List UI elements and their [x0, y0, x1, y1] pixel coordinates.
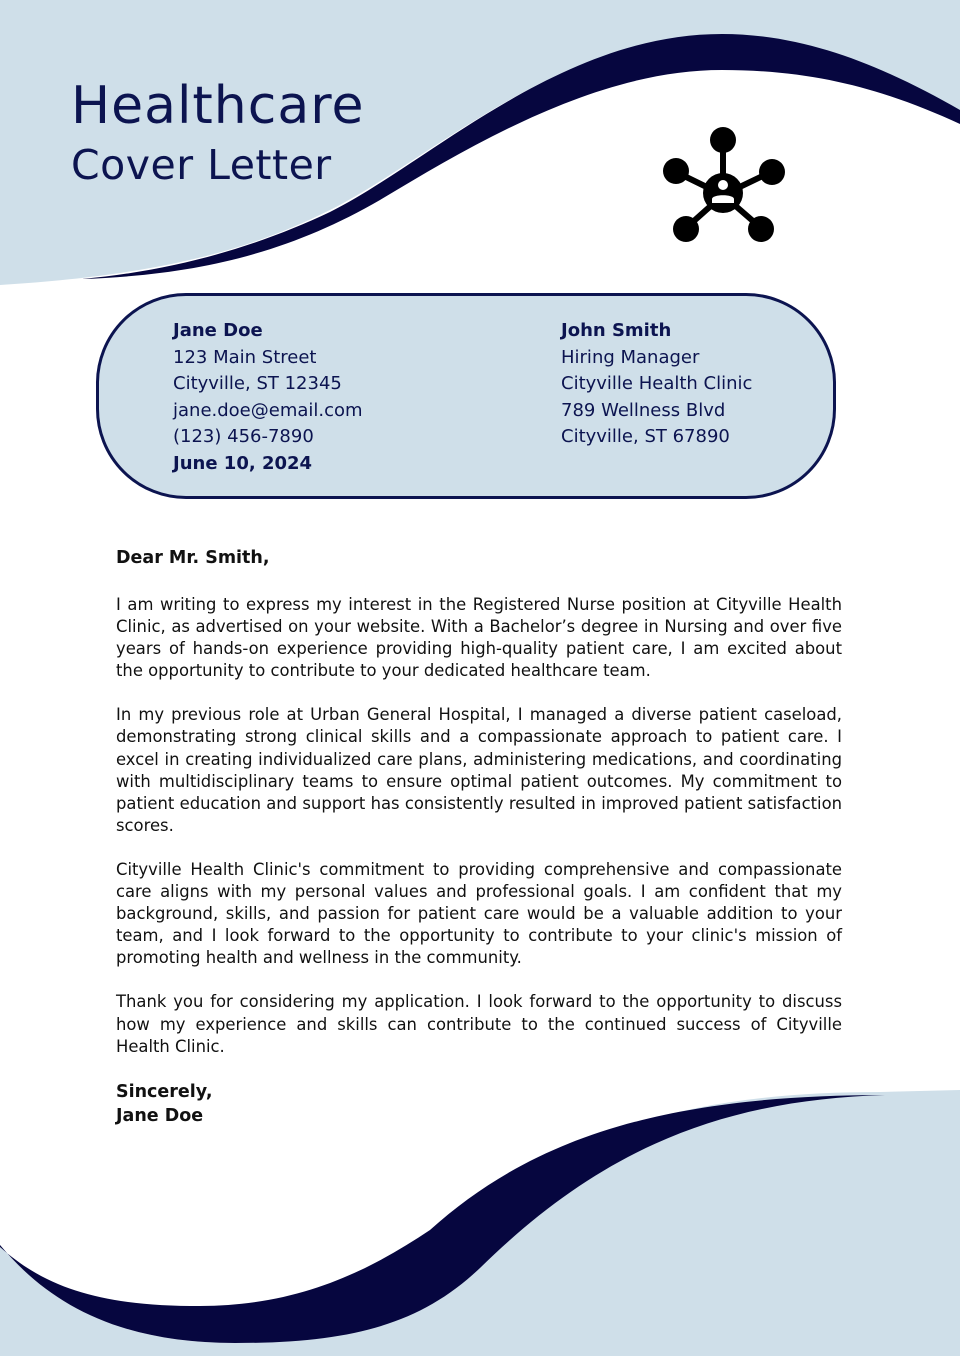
- paragraph-experience: In my previous role at Urban General Hospital, I managed a diverse patient caseload, demonstrating strong clinical skills and a compassionate approach to patient care. I excel in creating individualized care plans, administering medications, and coordinating with multidisciplinary teams to ensure optimal patient outcomes. My commitment to patient education and support has consistently resulted in improved patient satisfaction scores.: [116, 705, 842, 835]
- contact-info-box: [96, 293, 836, 499]
- document-title: [71, 74, 364, 190]
- network-person-icon: [655, 122, 795, 247]
- title-healthcare: Healthcare: [71, 76, 365, 136]
- recipient-info: [561, 318, 752, 451]
- sign-off: [116, 1080, 842, 1128]
- title-cover-letter: Cover Letter: [71, 141, 332, 189]
- signature-name: Jane Doe: [116, 1105, 204, 1126]
- sender-phone: (123) 456-7890: [173, 426, 314, 448]
- sender-info: [173, 318, 363, 478]
- letter-date: June 10, 2024: [173, 452, 313, 474]
- salutation: Dear Mr. Smith,: [116, 548, 270, 568]
- paragraph-alignment: Cityville Health Clinic's commitment to providing comprehensive and compassionate care aligns with my personal values and professional goals. I am confident that my background, skills, and passion for patient care would be a valuable addition to your team, and I look forward to the opportunity to contribute to your clinic's mission of promoting health and wellness in the community.: [116, 859, 842, 968]
- closing-phrase: Sincerely,: [116, 1081, 213, 1102]
- recipient-city: Cityville, ST 67890: [561, 426, 730, 448]
- recipient-street: 789 Wellness Blvd: [561, 399, 726, 421]
- letter-body: [116, 546, 842, 1128]
- recipient-organization: Cityville Health Clinic: [561, 373, 753, 395]
- sender-city: Cityville, ST 12345: [173, 373, 342, 395]
- sender-name: Jane Doe: [173, 320, 263, 341]
- recipient-title: Hiring Manager: [561, 346, 700, 368]
- sender-street: 123 Main Street: [173, 346, 317, 368]
- paragraph-intro: I am writing to express my interest in the Registered Nurse position at Cityville Health Clinic, as advertised on your website. With a Bachelor’s degree in Nursing and over five years of hands-on experience providing high-quality patient care, I am excited about the opportunity to contribute to your dedicated healthcare team.: [116, 595, 842, 681]
- recipient-name: John Smith: [561, 320, 672, 341]
- sender-email: jane.doe@email.com: [173, 399, 363, 421]
- paragraph-closing: Thank you for considering my application. I look forward to the opportunity to discuss how my experience and skills can contribute to the continued success of Cityville Health Clinic.: [116, 992, 842, 1056]
